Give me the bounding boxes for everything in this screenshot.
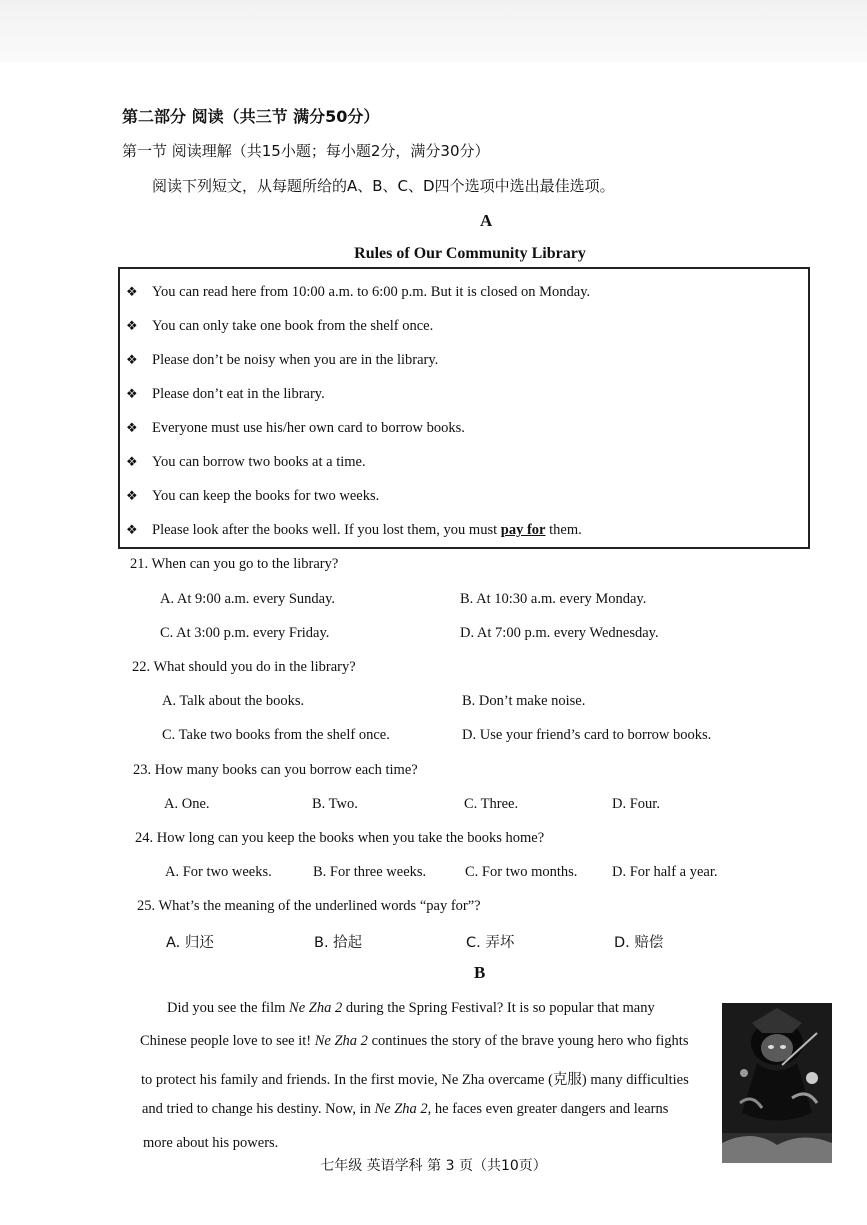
section-title: 第一节 阅读理解（共15小题；每小题2分，满分30分） (122, 142, 490, 160)
rule-text: Please don’t eat in the library. (152, 386, 325, 402)
paragraph-line: Chinese people love to see it! Ne Zha 2 continues the story of the brave young hero who fights (140, 1033, 689, 1049)
rule-item (126, 386, 325, 403)
option-c: C. Take two books from the shelf once. (162, 727, 390, 743)
option-a: A. Talk about the books. (162, 693, 305, 709)
rule-item (126, 352, 438, 369)
rule-item (126, 454, 366, 471)
option-a: A. For two weeks. (165, 864, 272, 880)
option-c: C. For two months. (465, 864, 578, 880)
rule-item (126, 284, 590, 301)
diamond-bullet-icon: ❖ (126, 284, 138, 299)
diamond-bullet-icon: ❖ (126, 352, 138, 367)
option-a: A. 归还 (166, 935, 214, 951)
poster-figure-icon (722, 1003, 832, 1163)
question-stem: 24. How long can you keep the books when you take the books home? (135, 830, 545, 846)
option-d: D. Four. (612, 796, 660, 812)
question-stem: 25. What’s the meaning of the underlined words “pay for”? (137, 898, 481, 914)
diamond-bullet-icon: ❖ (126, 386, 138, 401)
option-b: B. Don’t make noise. (462, 693, 586, 709)
passage-b-letter: B (474, 963, 486, 982)
option-b: B. Two. (312, 796, 358, 812)
underlined-phrase: pay for (500, 522, 546, 538)
rule-text: Everyone must use his/her own card to borrow books. (152, 420, 465, 436)
rule-item (126, 488, 379, 505)
option-b: B. 拾起 (314, 935, 363, 951)
rule-item (126, 318, 433, 335)
question-stem: 22. What should you do in the library? (132, 659, 356, 675)
rule-text: Please look after the books well. If you lost them, you must (152, 522, 501, 538)
rule-text: You can keep the books for two weeks. (152, 488, 380, 504)
instruction: 阅读下列短文，从每题所给的A、B、C、D四个选项中选出最佳选项。 (152, 177, 615, 195)
diamond-bullet-icon: ❖ (126, 454, 138, 469)
rule-text-end: them. (545, 522, 582, 538)
rule-text: Please don’t be noisy when you are in the library. (152, 352, 439, 368)
rule-text: You can only take one book from the shelf once. (152, 318, 434, 334)
diamond-bullet-icon: ❖ (126, 488, 138, 503)
diamond-bullet-icon: ❖ (126, 420, 138, 435)
notice-title: Rules of Our Community Library (354, 245, 586, 262)
passage-a-letter: A (480, 211, 493, 230)
rule-item (126, 522, 582, 539)
option-c: C. 弄坏 (466, 935, 515, 951)
option-d: D. For half a year. (612, 864, 718, 880)
option-a: A. At 9:00 a.m. every Sunday. (160, 591, 336, 607)
option-a: A. One. (164, 796, 210, 812)
option-d: D. Use your friend’s card to borrow books. (462, 727, 712, 743)
diamond-bullet-icon: ❖ (126, 318, 138, 333)
rule-text: You can read here from 10:00 a.m. to 6:00 p.m. But it is closed on Monday. (152, 284, 591, 300)
rule-item (126, 420, 465, 437)
question-stem: 23. How many books can you borrow each time? (133, 762, 418, 778)
option-b: B. For three weeks. (313, 864, 427, 880)
rule-text: You can borrow two books at a time. (152, 454, 366, 470)
paragraph-line: more about his powers. (143, 1135, 279, 1151)
paragraph-line: Did you see the film Ne Zha 2 during the Spring Festival? It is so popular that many (167, 1000, 655, 1016)
diamond-bullet-icon: ❖ (126, 522, 138, 537)
scan-top-band (0, 0, 867, 62)
option-c: C. At 3:00 p.m. every Friday. (160, 625, 330, 641)
page-footer: 七年级 英语学科 第 3 页（共10页） (320, 1158, 547, 1174)
part-title: 第二部分 阅读（共三节 满分50分） (122, 107, 380, 126)
rules-box (118, 267, 810, 549)
option-d: D. At 7:00 p.m. every Wednesday. (460, 625, 659, 641)
option-d: D. 赔偿 (614, 935, 664, 951)
option-c: C. Three. (464, 796, 519, 812)
option-b: B. At 10:30 a.m. every Monday. (460, 591, 647, 607)
paragraph-line: to protect his family and friends. In the first movie, Ne Zha overcame (克服) many difficulties (141, 1072, 689, 1088)
paragraph-line: and tried to change his destiny. Now, in Ne Zha 2, he faces even greater dangers and learns (142, 1101, 669, 1117)
question-stem: 21. When can you go to the library? (130, 556, 339, 572)
movie-poster-image (722, 1003, 832, 1163)
